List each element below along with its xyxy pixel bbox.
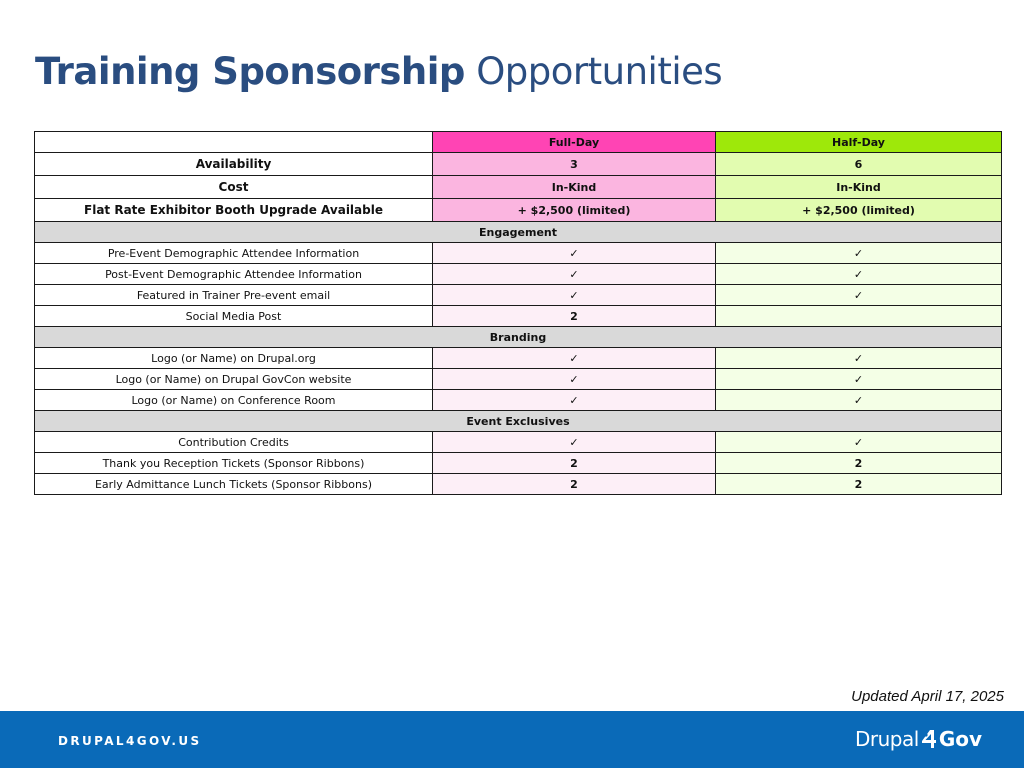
table-row <box>35 453 1002 474</box>
row-label: Contribution Credits <box>35 432 433 453</box>
table-row <box>35 306 1002 327</box>
header-half-day: Half-Day <box>716 132 1002 153</box>
table-row-availability <box>35 153 1002 176</box>
half-day-value: ✓ <box>716 348 1002 369</box>
table-row-cost <box>35 176 1002 199</box>
footer-site-url: DRUPAL4GOV.US <box>58 734 202 748</box>
full-day-value: ✓ <box>433 264 716 285</box>
full-day-value: ✓ <box>433 285 716 306</box>
section-title: Engagement <box>35 222 1002 243</box>
logo-text-left: Drupal <box>855 727 919 751</box>
full-day-value: 2 <box>433 306 716 327</box>
half-day-value: 6 <box>716 153 1002 176</box>
section-title: Event Exclusives <box>35 411 1002 432</box>
footer-bar <box>0 711 1024 768</box>
half-day-value <box>716 306 1002 327</box>
section-header-event-exclusives <box>35 411 1002 432</box>
table-row <box>35 474 1002 495</box>
table-row <box>35 285 1002 306</box>
full-day-value: ✓ <box>433 432 716 453</box>
row-label: Social Media Post <box>35 306 433 327</box>
full-day-value: In-Kind <box>433 176 716 199</box>
page-title <box>35 50 722 93</box>
row-label: Logo (or Name) on Conference Room <box>35 390 433 411</box>
section-header-branding <box>35 327 1002 348</box>
title-light: Opportunities <box>476 50 723 93</box>
row-label: Early Admittance Lunch Tickets (Sponsor Ribbons) <box>35 474 433 495</box>
section-header-engagement <box>35 222 1002 243</box>
drupal4gov-logo <box>855 725 982 753</box>
header-blank <box>35 132 433 153</box>
full-day-value: ✓ <box>433 348 716 369</box>
title-bold: Training Sponsorship <box>35 50 465 93</box>
row-label: Cost <box>35 176 433 199</box>
row-label: Post-Event Demographic Attendee Information <box>35 264 433 285</box>
logo-text-right: Gov <box>938 727 983 751</box>
full-day-value: ✓ <box>433 390 716 411</box>
full-day-value: ✓ <box>433 243 716 264</box>
full-day-value: 3 <box>433 153 716 176</box>
table-row <box>35 264 1002 285</box>
half-day-value: 2 <box>716 474 1002 495</box>
half-day-value: In-Kind <box>716 176 1002 199</box>
row-label: Availability <box>35 153 433 176</box>
table-row <box>35 369 1002 390</box>
drupal4gov-4-icon <box>920 729 938 749</box>
full-day-value: + $2,500 (limited) <box>433 199 716 222</box>
half-day-value: + $2,500 (limited) <box>716 199 1002 222</box>
header-full-day: Full-Day <box>433 132 716 153</box>
half-day-value: ✓ <box>716 264 1002 285</box>
row-label: Logo (or Name) on Drupal GovCon website <box>35 369 433 390</box>
table-row <box>35 432 1002 453</box>
table-header-row <box>35 132 1002 153</box>
table-row <box>35 390 1002 411</box>
row-label: Thank you Reception Tickets (Sponsor Ribbons) <box>35 453 433 474</box>
row-label: Logo (or Name) on Drupal.org <box>35 348 433 369</box>
table-row <box>35 243 1002 264</box>
row-label: Flat Rate Exhibitor Booth Upgrade Available <box>35 199 433 222</box>
half-day-value: ✓ <box>716 390 1002 411</box>
table-row <box>35 348 1002 369</box>
sponsorship-table <box>34 131 1002 495</box>
half-day-value: ✓ <box>716 243 1002 264</box>
row-label: Featured in Trainer Pre-event email <box>35 285 433 306</box>
half-day-value: ✓ <box>716 285 1002 306</box>
row-label: Pre-Event Demographic Attendee Information <box>35 243 433 264</box>
half-day-value: 2 <box>716 453 1002 474</box>
half-day-value: ✓ <box>716 369 1002 390</box>
updated-date: Updated April 17, 2025 <box>851 688 1004 705</box>
half-day-value: ✓ <box>716 432 1002 453</box>
table-row-booth-upgrade <box>35 199 1002 222</box>
full-day-value: 2 <box>433 453 716 474</box>
full-day-value: ✓ <box>433 369 716 390</box>
full-day-value: 2 <box>433 474 716 495</box>
section-title: Branding <box>35 327 1002 348</box>
